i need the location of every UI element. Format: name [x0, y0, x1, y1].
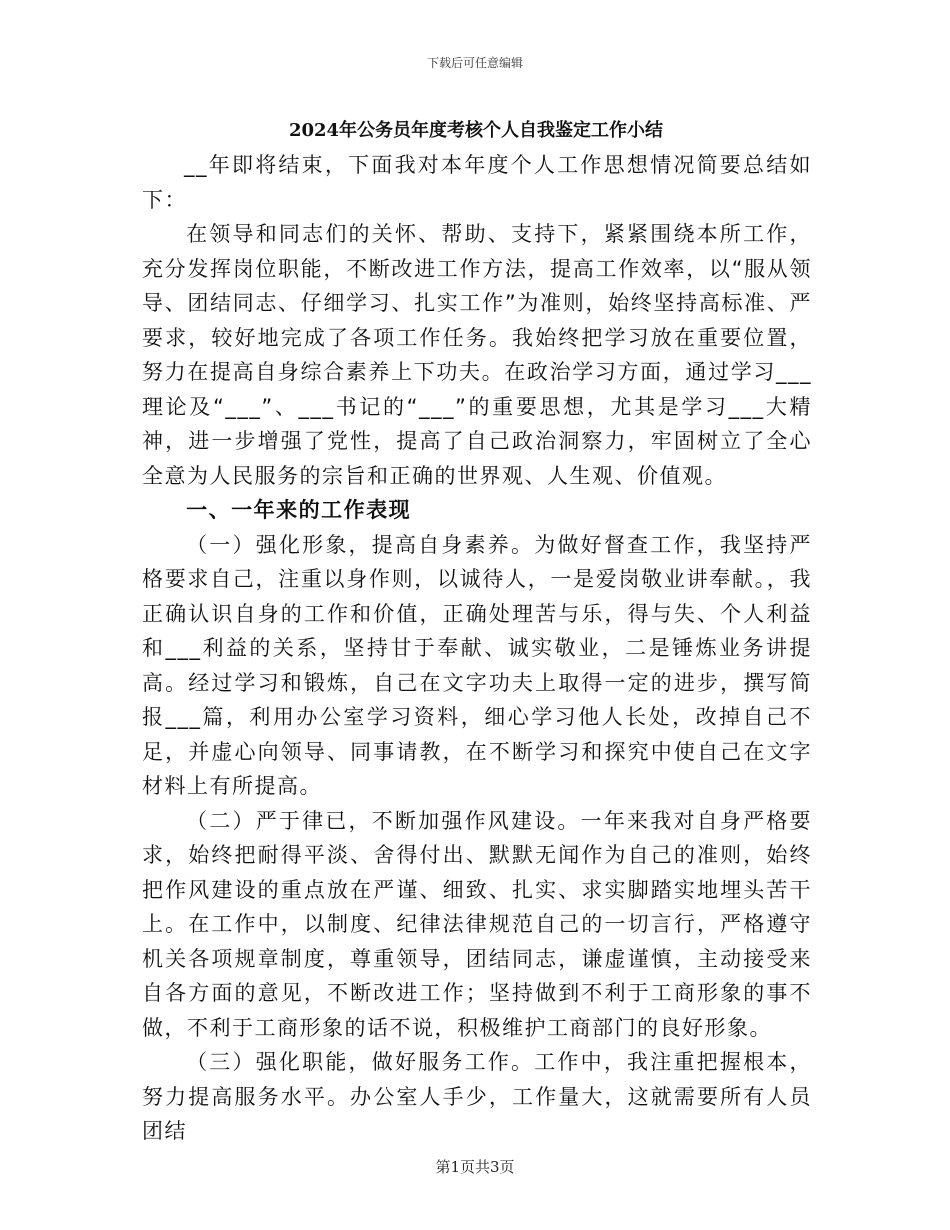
paragraph-service: （三）强化职能，做好服务工作。工作中，我注重把握根本，努力提高服务水平。办公室人手少，工作量大，这就需要所有人员团结 [142, 1050, 812, 1143]
paragraph-image-quality: （一）强化形象，提高自身素养。为做好督查工作，我坚持严格要求自己，注重以身作则，以诚待人，一是爱岗敬业讲奉献。，我正确认识自身的工作和价值，正确处理苦与乐，得与失、个人利益和___利益的关系，坚持甘于奉献、诚实敬业，二是锤炼业务讲提高。经过学习和锻炼，自己在文字功夫上取得一定的进步，撰写简报___篇，利用办公室学习资料，细心学习他人长处，改掉自己不足，并虚心向领导、同事请教，在不断学习和探究中使自己在文字材料上有所提高。 [142, 532, 812, 798]
paragraph-discipline: （二）严于律已，不断加强作风建设。一年来我对自身严格要求，始终把耐得平淡、舍得付出、默默无闻作为自己的准则，始终把作风建设的重点放在严谨、细致、扎实、求实脚踏实地埋头苦干上。在工作中，以制度、纪律法律规范自己的一切言行，严格遵守机关各项规章制度，尊重领导，团结同志，谦虚谨慎，主动接受来自各方面的意见，不断改进工作；坚持做到不利于工商形象的事不做，不利于工商形象的话不说，积极维护工商部门的良好形象。 [142, 808, 812, 1040]
intro-paragraph: __年即将结束，下面我对本年度个人工作思想情况简要总结如下： [142, 153, 812, 212]
page-number: 第1页共3页 [435, 1158, 515, 1176]
page-header-note: 下载后可任意编辑 [426, 56, 523, 70]
paragraph-study: 在领导和同志们的关怀、帮助、支持下，紧紧围绕本所工作，充分发挥岗位职能，不断改进工作方法，提高工作效率，以“服从领导、团结同志、仔细学习、扎实工作”为准则，始终坚持高标准、严要求，较好地完成了各项工作任务。我始终把学习放在重要位置，努力在提高自身综合素养上下功夫。在政治学习方面，通过学习___理论及“___”、___书记的“___”的重要思想，尤其是学习___大精神，进一步增强了党性，提高了自己政治洞察力，牢固树立了全心全意为人民服务的宗旨和正确的世界观、人生观、价值观。 [142, 222, 812, 488]
document-title: 2024年公务员年度考核个人自我鉴定工作小结 [288, 120, 664, 141]
section-heading-work-performance: 一、一年来的工作表现 [186, 498, 412, 522]
document-body [142, 148, 812, 1149]
